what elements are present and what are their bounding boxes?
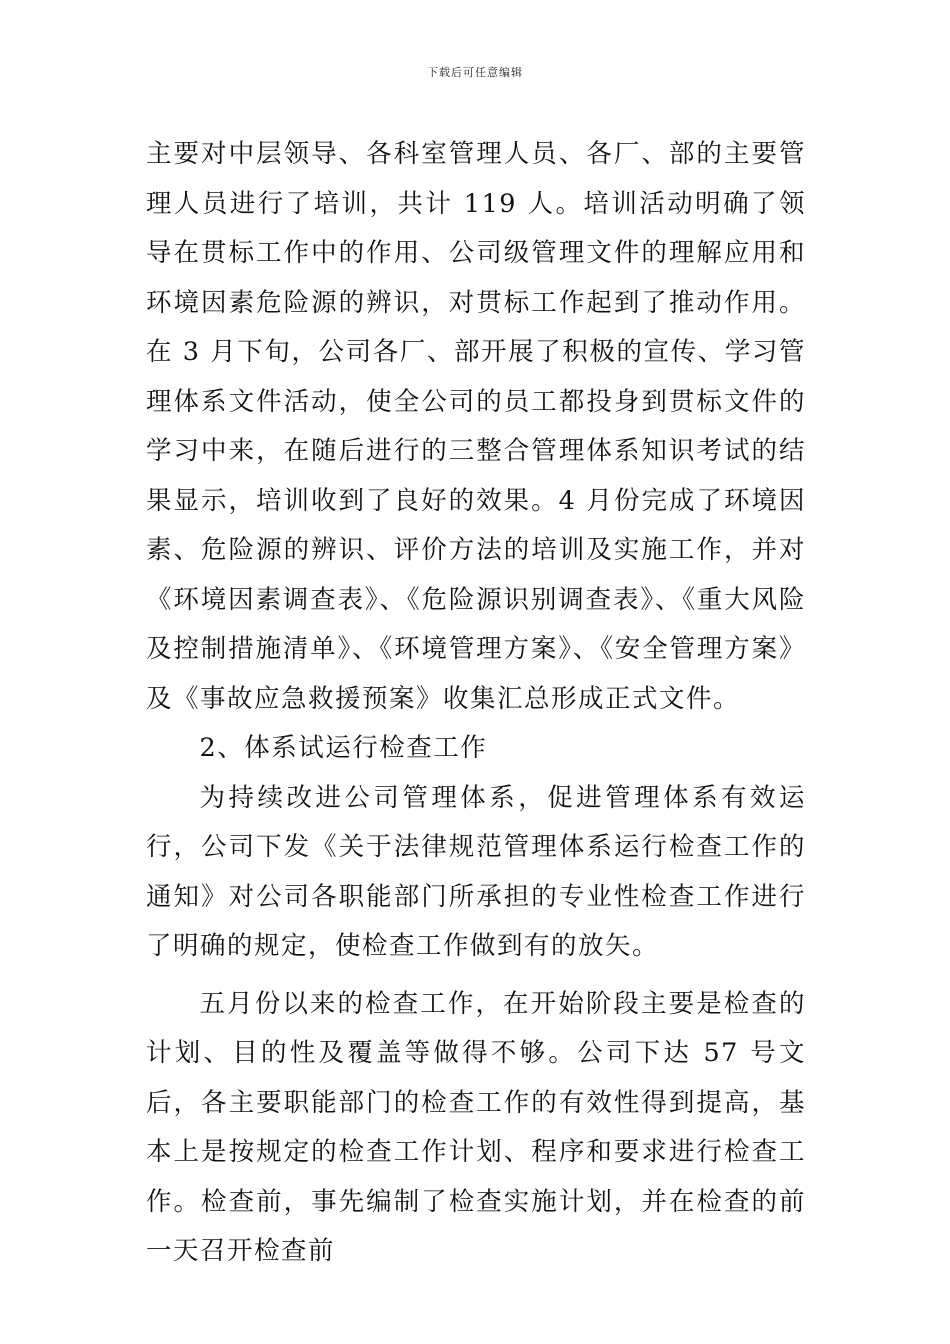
paragraph-may-inspection: 五月份以来的检查工作，在开始阶段主要是检查的计划、目的性及覆盖等做得不够。公司下达 57 号文后，各主要职能部门的检查工作的有效性得到提高，基本上是按规定的检查工作计划、程序和要求进行检查工作。检查前，事先编制了检查实施计划，并在检查的前一天召开检查前 <box>146 988 806 1266</box>
document-body <box>146 130 806 1277</box>
paragraph-inspection-notice: 为持续改进公司管理体系，促进管理体系有效运行，公司下发《关于法律规范管理体系运行检查工作的通知》对公司各职能部门所承担的专业性检查工作进行了明确的规定，使检查工作做到有的放矢。 <box>146 782 806 961</box>
header-note: 下载后可任意编辑 <box>427 66 523 79</box>
section-heading-inspection: 2、体系试运行检查工作 <box>199 733 488 763</box>
paragraph-training-summary: 主要对中层领导、各科室管理人员、各厂、部的主要管理人员进行了培训，共计 119 人。培训活动明确了领导在贯标工作中的作用、公司级管理文件的理解应用和环境因素危险源的辨识，对贯标工作起到了推动作用。在 3 月下旬，公司各厂、部开展了积极的宣传、学习管理体系文件活动，使全公司的员工都投身到贯标文件的学习中来，在随后进行的三整合管理体系知识考试的结果显示，培训收到了良好的效果。4 月份完成了环境因素、危险源的辨识、评价方法的培训及实施工作，并对《环境因素调查表》、《危险源识别调查表》、《重大风险及控制措施清单》、《环境管理方案》、《安全管理方案》及《事故应急救援预案》收集汇总形成正式文件。 <box>146 139 806 714</box>
